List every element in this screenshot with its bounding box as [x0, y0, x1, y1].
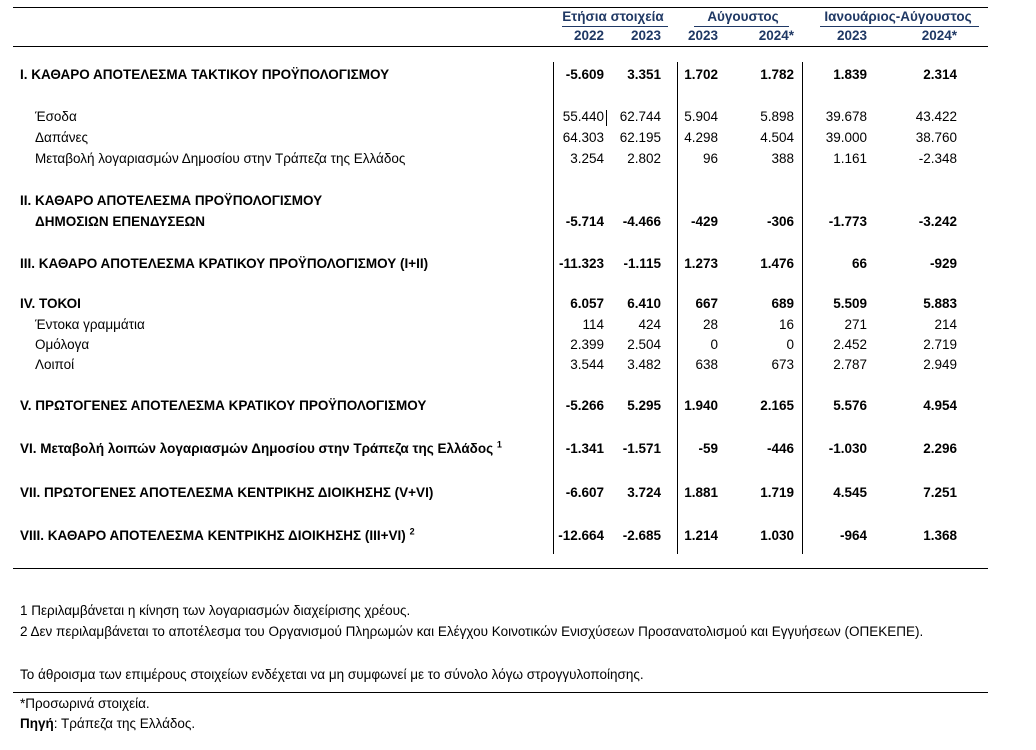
value-cell: 5.904: [684, 109, 718, 124]
value-cell: -59: [698, 441, 718, 456]
value-cell: 4.298: [684, 130, 718, 145]
value-cell: 4.545: [833, 485, 867, 500]
value-cell: -1.030: [828, 441, 867, 456]
footnote-1: 1 Περιλαμβάνεται η κίνηση των λογαριασμών διαχείρισης χρέους.: [20, 603, 411, 618]
table-row-continuation: [0, 214, 1036, 234]
header-group-august-underline: [694, 26, 789, 27]
value-cell: 1.368: [923, 528, 957, 543]
value-cell: -306: [766, 214, 794, 229]
value-cell: 6.410: [627, 296, 661, 311]
value-cell: 62.744: [619, 109, 661, 124]
header-year: 2023: [687, 28, 718, 43]
footnote-2: 2 Δεν περιλαμβάνεται το αποτέλεσμα του Οργανισμού Πληρωμών και Ελέγχου Κοινοτικών Ενισχύσεων Προσανατολισμού και Εγγυήσεων (ΟΠΕΚΕΠΕ).: [20, 624, 924, 639]
value-cell: 2.452: [833, 337, 867, 352]
value-cell: -12.664: [558, 528, 604, 543]
value-cell: 55.440: [562, 109, 604, 124]
table-row: [0, 317, 1036, 337]
value-cell: -6.607: [565, 485, 604, 500]
header-group-annual-underline: [562, 26, 668, 27]
row-label: Δαπάνες: [35, 130, 89, 145]
value-cell: 2.296: [923, 441, 957, 456]
value-cell: 1.476: [760, 256, 794, 271]
value-cell: 2.504: [627, 337, 661, 352]
value-cell: 3.254: [570, 151, 604, 166]
footnote-marker: 1: [496, 439, 502, 450]
header-group-jan-aug: Ιανουάριος-Αύγουστος: [824, 9, 972, 24]
header-group-august: Αύγουστος: [707, 9, 779, 24]
header-year: 2022: [573, 28, 604, 43]
table-row: [0, 528, 1036, 548]
value-cell: 689: [771, 296, 794, 311]
table-row: [0, 193, 1036, 213]
value-cell: -929: [929, 256, 957, 271]
value-cell: 5.883: [923, 296, 957, 311]
source-text: : Τράπεζα της Ελλάδος.: [53, 716, 196, 731]
value-cell: -5.714: [565, 214, 604, 229]
value-cell: 214: [934, 317, 957, 332]
row-label: I. ΚΑΘΑΡΟ ΑΠΟΤΕΛΕΣΜΑ ΤΑΚΤΙΚΟΥ ΠΡΟΫΠΟΛΟΓΙΣΜΟΥ: [20, 67, 390, 82]
value-cell: 2.399: [570, 337, 604, 352]
row-label: Ομόλογα: [35, 337, 90, 352]
row-label: II. ΚΑΘΑΡΟ ΑΠΟΤΕΛΕΣΜΑ ΠΡΟΫΠΟΛΟΓΙΣΜΟΥ: [20, 193, 323, 208]
value-cell: 1.881: [684, 485, 718, 500]
value-cell: 16: [778, 317, 794, 332]
row-label: VII. ΠΡΩΤΟΓΕΝΕΣ ΑΠΟΤΕΛΕΣΜΑ ΚΕΝΤΡΙΚΗΣ ΔΙΟΙΚΗΣΗΣ (V+VI): [20, 485, 434, 500]
value-cell: -5.609: [565, 67, 604, 82]
header-year: 2023: [836, 28, 867, 43]
value-cell: 28: [702, 317, 718, 332]
value-cell: 3.724: [627, 485, 661, 500]
header-group-jan-aug-underline: [820, 26, 979, 27]
rounding-note: Το άθροισμα των επιμέρους στοιχείων ενδέχεται να μη συμφωνεί με το σύνολο λόγω στρογγυλοποίησης.: [20, 667, 644, 682]
value-cell: 1.030: [760, 528, 794, 543]
value-cell: -2.685: [622, 528, 661, 543]
row-label-text: VIII. ΚΑΘΑΡΟ ΑΠΟΤΕΛΕΣΜΑ ΚΕΝΤΡΙΚΗΣ ΔΙΟΙΚΗΣΗΣ (III+VI): [20, 528, 406, 543]
table-row: [0, 151, 1036, 171]
value-cell: 114: [582, 317, 604, 332]
header-group-annual: Ετήσια στοιχεία: [562, 9, 664, 24]
header-bottom-rule: [13, 46, 988, 47]
table-row: [0, 357, 1036, 377]
value-cell: -446: [766, 441, 794, 456]
value-cell: 64.303: [562, 130, 604, 145]
value-cell: 1.214: [684, 528, 718, 543]
value-cell: 5.509: [833, 296, 867, 311]
value-cell: 0: [786, 337, 794, 352]
value-cell: 1.940: [684, 398, 718, 413]
value-cell: 388: [771, 151, 794, 166]
row-label: [20, 441, 502, 456]
value-cell: 2.949: [923, 357, 957, 372]
value-cell: 4.504: [760, 130, 794, 145]
value-cell: -1.115: [623, 256, 661, 271]
value-cell: 5.295: [627, 398, 661, 413]
value-cell: 3.544: [570, 357, 604, 372]
value-cell: 43.422: [915, 109, 957, 124]
value-cell: 1.839: [833, 67, 867, 82]
value-cell: 38.760: [915, 130, 957, 145]
row-label: V. ΠΡΩΤΟΓΕΝΕΣ ΑΠΟΤΕΛΕΣΜΑ ΚΡΑΤΙΚΟΥ ΠΡΟΫΠΟΛΟΓΙΣΜΟΥ: [20, 398, 427, 413]
value-cell: 2.165: [760, 398, 794, 413]
value-cell: 673: [771, 357, 794, 372]
value-cell: 424: [638, 317, 661, 332]
row-label: Έντοκα γραμμάτια: [35, 317, 145, 332]
value-cell: 5.898: [760, 109, 794, 124]
value-cell: 7.251: [923, 485, 957, 500]
value-cell: 638: [695, 357, 718, 372]
value-cell: 667: [695, 296, 718, 311]
value-cell: 2.314: [923, 67, 957, 82]
value-cell: 271: [844, 317, 867, 332]
value-cell: -1.571: [622, 441, 661, 456]
value-cell: 3.482: [627, 357, 661, 372]
source-note: [20, 716, 195, 731]
value-cell: 2.787: [833, 357, 867, 372]
table-row: [0, 441, 1036, 461]
row-label: [20, 528, 415, 543]
value-cell: 1.161: [833, 151, 867, 166]
value-cell: 96: [702, 151, 718, 166]
table-bottom-rule: [13, 568, 988, 569]
value-cell: -429: [690, 214, 718, 229]
value-cell: 39.678: [825, 109, 867, 124]
header-year: 2024*: [758, 28, 794, 43]
value-cell: 1.702: [684, 67, 718, 82]
value-cell: 1.273: [684, 256, 718, 271]
value-cell: -2.348: [918, 151, 957, 166]
value-cell: -964: [839, 528, 867, 543]
value-cell: 4.954: [923, 398, 957, 413]
table-row: [0, 130, 1036, 150]
row-label-continuation: ΔΗΜΟΣΙΩΝ ΕΠΕΝΔΥΣΕΩΝ: [35, 214, 206, 229]
row-label: Μεταβολή λογαριασμών Δημοσίου στην Τράπεζα της Ελλάδος: [35, 151, 406, 166]
value-cell: -1.341: [565, 441, 604, 456]
table-row: [0, 109, 1036, 129]
row-label-text: VI. Μεταβολή λοιπών λογαριασμών Δημοσίου στην Τράπεζα της Ελλάδος: [20, 441, 494, 456]
table-row: [0, 256, 1036, 276]
table-row: [0, 67, 1036, 87]
value-cell: -1.773: [828, 214, 867, 229]
notes-rule: [13, 692, 988, 693]
row-label: Λοιποί: [35, 357, 75, 372]
table-row: [0, 398, 1036, 418]
value-cell: 1.782: [760, 67, 794, 82]
source-label: Πηγή: [20, 716, 54, 731]
provisional-note: *Προσωρινά στοιχεία.: [20, 696, 150, 711]
table-row: [0, 485, 1036, 505]
value-cell: 66: [851, 256, 867, 271]
table-top-rule: [13, 7, 988, 8]
table-row: [0, 296, 1036, 316]
footnote-marker: 2: [409, 526, 415, 537]
value-cell: -11.323: [558, 256, 604, 271]
row-label: III. ΚΑΘΑΡΟ ΑΠΟΤΕΛΕΣΜΑ ΚΡΑΤΙΚΟΥ ΠΡΟΫΠΟΛΟΓΙΣΜΟΥ (I+II): [20, 256, 429, 271]
value-cell: 1.719: [760, 485, 794, 500]
value-cell: 39.000: [825, 130, 867, 145]
header-year: 2023: [630, 28, 661, 43]
value-cell: 62.195: [619, 130, 661, 145]
value-cell: 2.719: [923, 337, 957, 352]
value-cell: -4.466: [622, 214, 661, 229]
value-cell: -3.242: [918, 214, 957, 229]
row-label: IV. ΤΟΚΟΙ: [20, 296, 81, 311]
header-year: 2024*: [921, 28, 957, 43]
value-cell: 3.351: [627, 67, 661, 82]
value-cell: 0: [710, 337, 718, 352]
table-row: [0, 337, 1036, 357]
row-label: Έσοδα: [35, 109, 77, 124]
value-cell: 2.802: [627, 151, 661, 166]
value-cell: 5.576: [833, 398, 867, 413]
cell-separator: [606, 110, 607, 126]
value-cell: -5.266: [565, 398, 604, 413]
value-cell: 6.057: [570, 296, 604, 311]
